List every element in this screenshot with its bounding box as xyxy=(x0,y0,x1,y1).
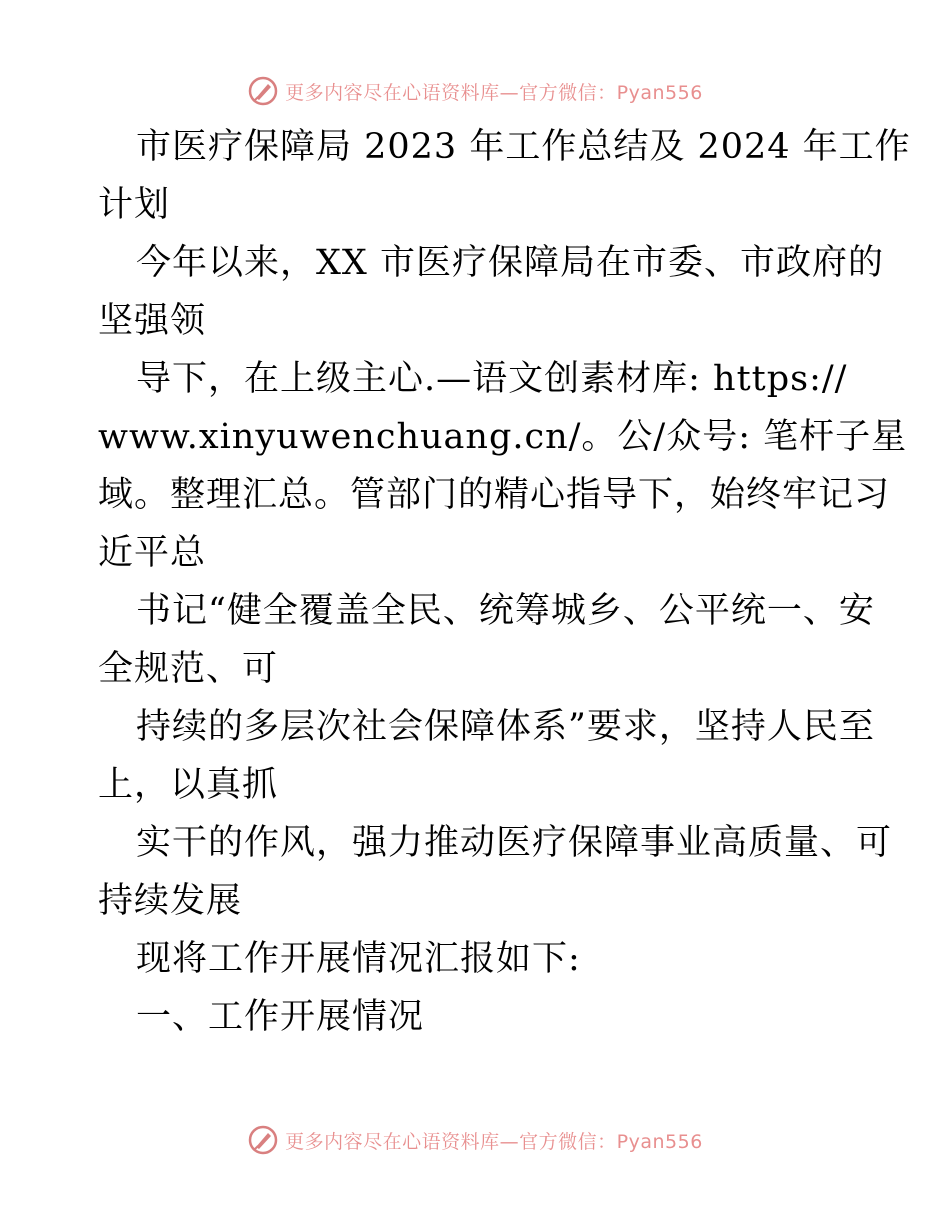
paragraph-line: 上，以真抓 xyxy=(98,765,279,805)
document-title-line-2: 计划 xyxy=(98,185,171,225)
watermark-text: 更多内容尽在心语资料库—官方微信：Pyan556 xyxy=(285,81,703,104)
paragraph-line: 导下，在上级主心.—语文创素材库: https:// xyxy=(136,359,848,399)
paragraph-line: 近平总 xyxy=(98,533,207,573)
quill-pen-logo-icon xyxy=(247,1124,279,1156)
section-heading: 一、工作开展情况 xyxy=(136,997,425,1037)
paragraph-line: 书记“健全覆盖全民、统筹城乡、公平统一、安 xyxy=(136,591,875,631)
footer-watermark xyxy=(0,1120,950,1160)
paragraph-line: 持续的多层次社会保障体系”要求，坚持人民至 xyxy=(136,707,875,747)
paragraph-line: 持续发展 xyxy=(98,881,243,921)
header-watermark xyxy=(0,71,950,111)
watermark-text: 更多内容尽在心语资料库—官方微信：Pyan556 xyxy=(285,1130,703,1153)
paragraph-line: 坚强领 xyxy=(98,301,207,341)
paragraph-line: 现将工作开展情况汇报如下: xyxy=(136,939,581,979)
paragraph-line: 实干的作风，强力推动医疗保障事业高质量、可 xyxy=(136,823,893,863)
paragraph-line: 域。整理汇总。管部门的精心指导下，始终牢记习 xyxy=(98,475,891,515)
document-body xyxy=(98,118,911,1046)
paragraph-line: 全规范、可 xyxy=(98,649,279,689)
paragraph-line: www.xinyuwenchuang.cn/。公/众号: 笔杆子星 xyxy=(98,417,908,457)
document-title-line-1: 市医疗保障局 2023 年工作总结及 2024 年工作 xyxy=(136,127,911,167)
paragraph-line: 今年以来，XX 市医疗保障局在市委、市政府的 xyxy=(136,243,884,283)
quill-pen-logo-icon xyxy=(247,75,279,107)
